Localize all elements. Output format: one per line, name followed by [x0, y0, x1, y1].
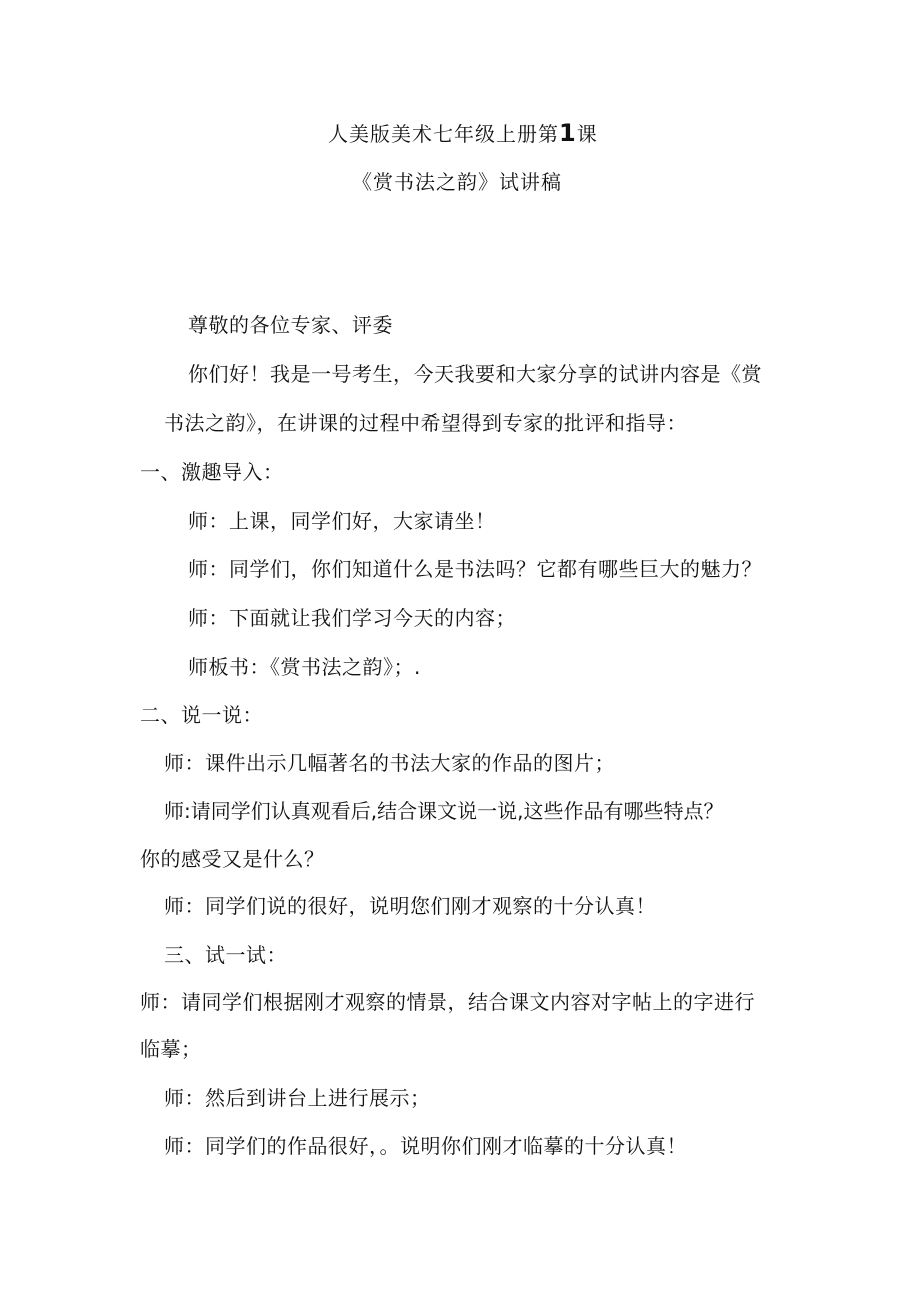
- section-1-line-2: 师：同学们，你们知道什么是书法吗？它都有哪些巨大的魅力？: [188, 557, 762, 581]
- section-1-line-1: 师：上课，同学们好，大家请坐！: [188, 509, 496, 533]
- title-lesson-number: 1: [559, 119, 577, 147]
- section-2-line-1: 师：课件出示几幅著名的书法大家的作品的图片；: [164, 751, 615, 775]
- intro-paragraph-line-1: 你们好！我是一号考生，今天我要和大家分享的试讲内容是《赏: [188, 362, 762, 386]
- intro-paragraph-line-2: 书法之韵》，在讲课的过程中希望得到专家的批评和指导：: [164, 411, 687, 435]
- section-2-line-3: 你的感受又是什么？: [140, 847, 325, 871]
- section-1-line-4: 师板书：《赏书法之韵》；.: [188, 655, 421, 679]
- greeting: 尊敬的各位专家、评委: [188, 313, 393, 337]
- section-3-line-2: 临摹；: [140, 1037, 202, 1061]
- section-2-line-4: 师：同学们说的很好，说明您们刚才观察的十分认真！: [164, 894, 656, 918]
- section-2-line-2: 师:请同学们认真观看后,结合课文说一说,这些作品有哪些特点？: [164, 799, 724, 823]
- section-3-line-3: 师：然后到讲台上进行展示；: [164, 1086, 431, 1110]
- document-title: [328, 120, 598, 147]
- title-text-part1: 人美版美术七年级上册第: [328, 122, 559, 146]
- section-3-line-1: 师：请同学们根据刚才观察的情景，结合课文内容对字帖上的字进行: [140, 990, 755, 1014]
- section-heading-2: 二、说一说：: [140, 703, 263, 727]
- section-heading-1: 一、激趣导入：: [140, 460, 284, 484]
- document-subtitle: 《赏书法之韵》试讲稿: [352, 170, 562, 194]
- section-heading-3: 三、试一试：: [164, 943, 287, 967]
- title-text-part2: 课: [576, 122, 598, 146]
- section-1-line-3: 师：下面就让我们学习今天的内容；: [188, 606, 516, 630]
- section-3-line-4: 师：同学们的作品很好，。说明你们刚才临摹的十分认真！: [164, 1134, 687, 1158]
